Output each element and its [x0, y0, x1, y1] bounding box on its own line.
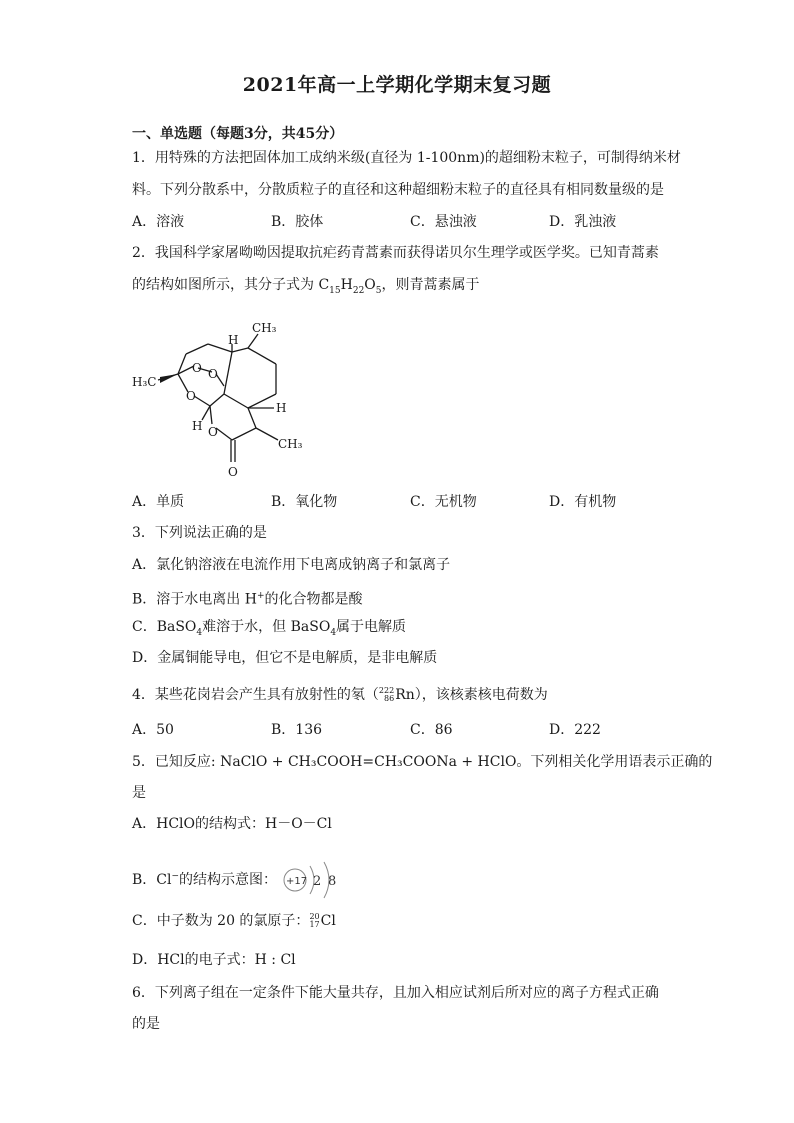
section-heading: 一、单选题（每题3分，共45分）: [132, 126, 344, 142]
q3-option-b-sup: +: [256, 591, 265, 601]
q5-option-d: [132, 950, 296, 970]
label-o2: O: [208, 367, 218, 381]
q5-stem-prefix: 5．已知反应:: [132, 754, 221, 770]
q3-option-b: [132, 586, 363, 610]
q5-stem-line2: 是: [132, 785, 146, 801]
q5-option-d-formula: H : Cl: [254, 952, 296, 968]
label-o-carbonyl: O: [228, 465, 238, 479]
label-o3: O: [186, 389, 196, 403]
q3-option-c: [132, 617, 406, 643]
artemisinin-structure-svg: [128, 316, 318, 486]
page-title: 2021年高一上学期化学期末复习题: [242, 74, 552, 96]
q4-option-b: B．136: [271, 722, 323, 738]
q4-nuclide-numbers: [379, 687, 394, 703]
chloride-ion-nucleus-label: +17: [286, 876, 308, 887]
chloride-ion-shell1-count: 2: [313, 874, 322, 889]
q2-sub-h: 22: [352, 285, 365, 296]
q2-stem-prefix: 的结构如图所示，其分子式为 C: [132, 277, 330, 293]
q3-option-b-prefix: B．溶于水电离出 H: [132, 591, 257, 608]
q4-element-symbol: Rn: [395, 687, 415, 703]
q4-stem-prefix: 4．某些花岗岩会产生具有放射性的氡（: [132, 687, 379, 703]
q1-option-d: D．乳浊液: [549, 214, 617, 230]
q4-atomic-number: 86: [384, 694, 395, 703]
q3-option-c-p2: 难溶于水，但 BaSO: [202, 619, 331, 635]
q5-option-c-atomic: 17: [309, 920, 320, 929]
q5-option-c: [132, 911, 336, 931]
q6-stem-line1: 6．下列离子组在一定条件下能大量共存，且加入相应试剂后所对应的离子方程式正确: [132, 985, 659, 1001]
q2-stem-line2: [132, 275, 480, 301]
q3-option-c-p3: 属于电解质: [336, 619, 407, 635]
q1-option-a: A．溶液: [132, 214, 185, 230]
q3-option-d: D．金属铜能导电，但它不是电解质，是非电解质: [132, 650, 438, 666]
q5-option-b-prefix: B．Cl: [132, 872, 172, 888]
q4-option-c: C．86: [410, 722, 453, 738]
label-h-right: H: [276, 401, 287, 415]
chloride-ion-structure-diagram: [281, 860, 347, 900]
q5-option-c-symbol: Cl: [320, 913, 336, 929]
q5-option-a-formula: H－O－Cl: [265, 816, 332, 832]
q2-option-a: A．单质: [132, 494, 185, 510]
q4-option-d: D．222: [549, 722, 601, 738]
label-ch3-top: CH₃: [252, 321, 277, 335]
q3-stem: 3．下列说法正确的是: [132, 525, 267, 541]
q2-option-d: D．有机物: [549, 494, 617, 510]
q5-option-a-prefix: A．HClO的结构式：: [132, 816, 265, 832]
q3-option-c-p1: C．BaSO: [132, 619, 197, 635]
q1-option-b: B．胶体: [271, 214, 324, 230]
q5-stem-suffix: 。下列相关化学用语表示正确的: [516, 754, 713, 770]
q3-option-b-suffix: 的化合物都是酸: [264, 591, 363, 608]
q4-stem-suffix: ），该核素核电荷数为: [414, 687, 548, 703]
q5-option-d-prefix: D．HCl的电子式：: [132, 952, 255, 968]
label-o1: O: [192, 361, 202, 375]
q4-mass-number: 222: [378, 686, 395, 695]
chloride-ion-shell2-count: 8: [328, 874, 337, 889]
q2-sub-o: 5: [375, 285, 382, 296]
q4-option-a: A．50: [132, 722, 174, 738]
label-ch3-right: CH₃: [278, 437, 303, 451]
q2-stem-suffix: ，则青蒿素属于: [381, 277, 480, 293]
label-h-left: H: [192, 419, 203, 433]
q3-option-c-sub1: 4: [196, 627, 203, 638]
q5-option-b: [132, 860, 347, 900]
q1-stem-line2: 料。下列分散系中，分散质粒子的直径和这种超细粉末粒子的直径具有相同数量级的是: [132, 182, 664, 198]
q6-stem-line2: 的是: [132, 1016, 160, 1032]
label-h-top: H: [228, 333, 239, 347]
label-o-ring: O: [208, 425, 218, 439]
q5-option-a: [132, 814, 332, 834]
q5-option-c-prefix: C．中子数为 20 的氯原子：: [132, 913, 310, 929]
q3-option-c-sub2: 4: [330, 627, 337, 638]
q5-option-c-mass: 20: [309, 912, 320, 921]
q2-option-c: C．无机物: [410, 494, 477, 510]
q2-sub-c: 15: [329, 285, 341, 296]
label-h3c: H₃C: [132, 375, 157, 389]
q2-option-b: B．氧化物: [271, 494, 338, 510]
q2-stem-line1: 2．我国科学家屠呦呦因提取抗疟药青蒿素而获得诺贝尔生理学或医学奖。已知青蒿素: [132, 245, 659, 261]
q5-equation: NaClO + CH₃COOH=CH₃COONa + HClO: [220, 754, 517, 770]
q5-option-b-sup: −: [171, 871, 180, 882]
artemisinin-structure: [128, 316, 318, 486]
q5-stem: [132, 752, 712, 772]
q2-formula-o: O: [364, 277, 376, 293]
q1-stem-line1: 1．用特殊的方法把固体加工成纳米级(直径为 1-100nm)的超细粉末粒子，可制得纳米材: [132, 150, 681, 166]
q5-option-b-suffix: 的结构示意图：: [179, 872, 278, 888]
q4-stem: [132, 685, 548, 705]
q5-option-c-nuclide-numbers: [309, 913, 319, 929]
q3-option-a: A．氯化钠溶液在电流作用下电离成钠离子和氯离子: [132, 557, 451, 573]
q1-option-c: C．悬浊液: [410, 214, 477, 230]
q2-formula-h: H: [340, 277, 353, 293]
